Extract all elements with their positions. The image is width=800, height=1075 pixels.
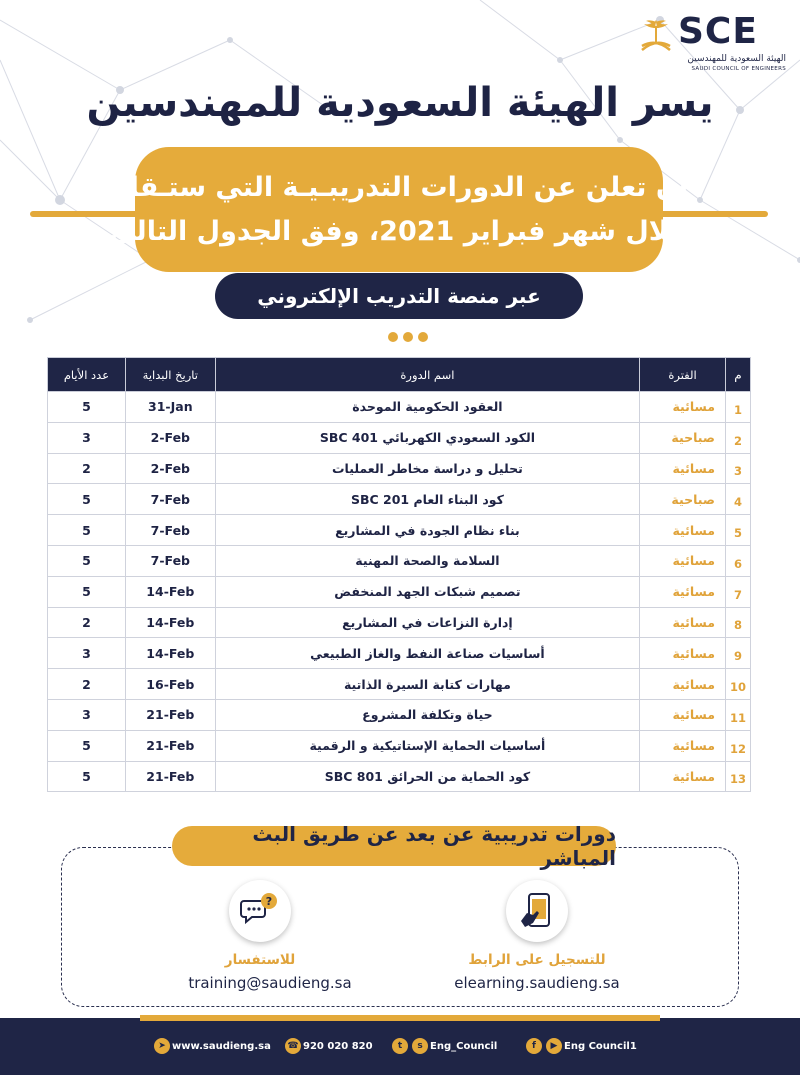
days-cell: 5 [48,545,126,576]
announcement-banner [109,147,689,272]
svg-text:?: ? [265,895,273,908]
logo-arabic-name: الهيئة السعودية للمهندسين [687,54,786,64]
start-date-cell: 7-Feb [125,545,215,576]
banner-line-1: أن تعلن عن الدورات التدريبـيـة التي ستـقام [109,171,689,203]
table-row [48,699,751,730]
days-cell: 5 [48,392,126,423]
course-name-cell: أساسيات الحماية الإستاتيكية و الرقمية [215,730,639,761]
header-period: الفترة [640,358,726,392]
number-cell: 3 [726,453,751,484]
course-name-cell: بناء نظام الجودة في المشاريع [215,515,639,546]
touch-device-icon [517,891,557,931]
inquiry-label: للاستفسار [224,952,296,968]
start-date-cell: 21-Feb [125,761,215,792]
course-name-cell: حياة وتكلفة المشروع [215,699,639,730]
header-days: عدد الأيام [48,358,126,392]
header-course-name: اسم الدورة [215,358,639,392]
number-cell: 8 [726,607,751,638]
table-row [48,576,751,607]
start-date-cell: 7-Feb [125,484,215,515]
table-row [48,515,751,546]
period-cell: مسائية [640,545,726,576]
days-cell: 5 [48,484,126,515]
course-name-cell: أساسيات صناعة النفط والغاز الطبيعي [215,638,639,669]
register-icon-circle [506,880,568,942]
inquiry-email[interactable]: training@saudieng.sa [188,974,352,992]
days-cell: 3 [48,699,126,730]
number-cell: 2 [726,422,751,453]
table-row [48,607,751,638]
start-date-cell: 16-Feb [125,669,215,700]
number-cell: 7 [726,576,751,607]
snapchat-icon: s [412,1038,428,1054]
facebook-icon: f [526,1038,542,1054]
logo-letters: SCE [678,11,758,52]
platform-pill: عبر منصة التدريب الإلكتروني [215,273,583,319]
period-cell: مسائية [640,453,726,484]
start-date-cell: 21-Feb [125,730,215,761]
palm-swords-icon [636,16,676,56]
table-row [48,484,751,515]
course-name-cell: الكود السعودي الكهربائي SBC 401 [215,422,639,453]
twitter-icon: t [392,1038,408,1054]
table-row [48,761,751,792]
twitter-snap-text: Eng_Council [430,1040,498,1052]
days-cell: 3 [48,422,126,453]
phone-icon: ☎ [285,1038,301,1054]
table-row [48,638,751,669]
number-cell: 4 [726,484,751,515]
footer-facebook-youtube[interactable] [524,1037,637,1055]
days-cell: 5 [48,576,126,607]
period-cell: مسائية [640,669,726,700]
dots-decoration [388,327,436,337]
period-cell: مسائية [640,638,726,669]
table-row [48,669,751,700]
number-cell: 11 [726,699,751,730]
inquiry-icon-circle [229,880,291,942]
period-cell: مسائية [640,392,726,423]
course-name-cell: إدارة النزاعات في المشاريع [215,607,639,638]
header-number: م [726,358,751,392]
start-date-cell: 21-Feb [125,699,215,730]
start-date-cell: 31-Jan [125,392,215,423]
start-date-cell: 14-Feb [125,576,215,607]
number-cell: 1 [726,392,751,423]
period-cell: مسائية [640,699,726,730]
period-cell: مسائية [640,515,726,546]
period-cell: مسائية [640,576,726,607]
period-cell: صباحية [640,484,726,515]
register-link[interactable]: elearning.saudieng.sa [454,974,620,992]
table-row [48,422,751,453]
headline: يسر الهيئة السعودية للمهندسين [86,80,714,126]
youtube-icon: ▶ [546,1038,562,1054]
start-date-cell: 2-Feb [125,453,215,484]
table-row [48,545,751,576]
course-name-cell: السلامة والصحة المهنية [215,545,639,576]
footer-accent [140,1015,660,1021]
days-cell: 5 [48,730,126,761]
period-cell: مسائية [640,761,726,792]
register-label: للتسجيل على الرابط [468,952,606,968]
period-cell: مسائية [640,607,726,638]
course-name-cell: تصميم شبكات الجهد المنخفض [215,576,639,607]
sce-logo [636,10,786,74]
days-cell: 5 [48,761,126,792]
footer-phone[interactable] [283,1037,373,1055]
start-date-cell: 14-Feb [125,638,215,669]
live-broadcast-title: دورات تدريبية عن بعد عن طريق البث المباشر [172,826,616,866]
cursor-icon: ➤ [154,1038,170,1054]
number-cell: 13 [726,761,751,792]
number-cell: 12 [726,730,751,761]
days-cell: 2 [48,607,126,638]
chat-question-icon [240,891,280,931]
days-cell: 5 [48,515,126,546]
course-name-cell: كود الحماية من الحرائق SBC 801 [215,761,639,792]
table-row [48,392,751,423]
course-name-cell: مهارات كتابة السيرة الذاتية [215,669,639,700]
header-start-date: تاريخ البداية [125,358,215,392]
start-date-cell: 2-Feb [125,422,215,453]
table-header-row [48,358,751,392]
logo-english-name: SAUDI COUNCIL OF ENGINEERS [691,66,786,72]
phone-text: 920 020 820 [303,1040,373,1052]
days-cell: 3 [48,638,126,669]
footer-twitter-snapchat[interactable] [390,1037,497,1055]
days-cell: 2 [48,669,126,700]
number-cell: 9 [726,638,751,669]
start-date-cell: 14-Feb [125,607,215,638]
period-cell: مسائية [640,730,726,761]
table-row [48,453,751,484]
start-date-cell: 7-Feb [125,515,215,546]
footer-website[interactable] [152,1037,271,1055]
fb-youtube-text: Eng Council1 [564,1040,637,1052]
period-cell: صباحية [640,422,726,453]
table-row [48,730,751,761]
courses-table [47,357,751,792]
website-text: www.saudieng.sa [172,1040,271,1052]
days-cell: 2 [48,453,126,484]
number-cell: 6 [726,545,751,576]
number-cell: 10 [726,669,751,700]
course-name-cell: العقود الحكومية الموحدة [215,392,639,423]
banner-line-2: خلال شهر فبراير 2021، وفق الجدول التالي [109,215,689,247]
course-name-cell: كود البناء العام SBC 201 [215,484,639,515]
course-name-cell: تحليل و دراسة مخاطر العمليات [215,453,639,484]
number-cell: 5 [726,515,751,546]
